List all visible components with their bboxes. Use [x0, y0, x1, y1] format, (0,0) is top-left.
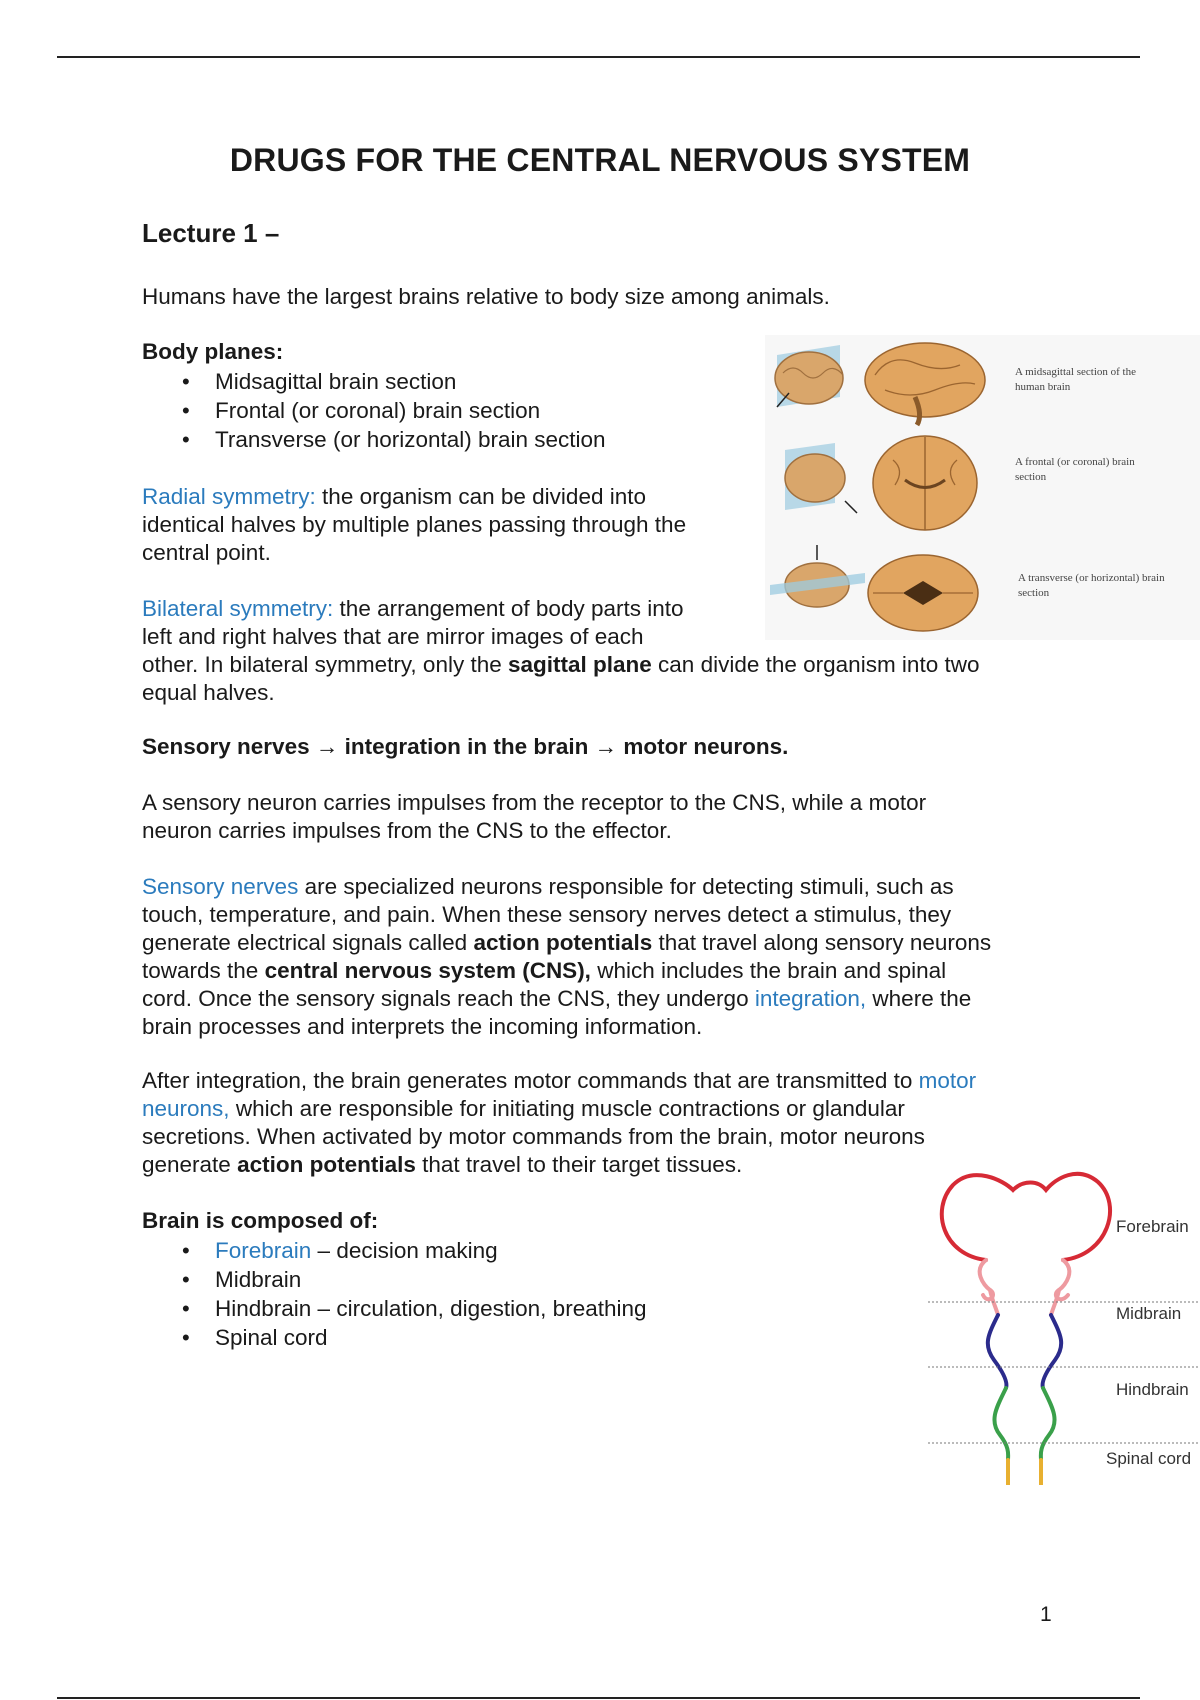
body-planes-list [142, 367, 606, 454]
list-item: • Frontal (or coronal) brain section [142, 396, 606, 425]
list-item: • Spinal cord [142, 1323, 647, 1352]
radial-symmetry-term: Radial symmetry: [142, 484, 316, 509]
sensory-motor-paragraph: A sensory neuron carries impulses from the receptor to the CNS, while a motor neuron carries impulses from the CNS to the effector. [142, 790, 927, 843]
caption-frontal: A frontal (or coronal) brain section [1015, 456, 1135, 483]
caption-midsagittal: A midsagittal section of the human brain [1015, 366, 1136, 393]
brain-planes-figure [765, 335, 1200, 640]
radial-symmetry-paragraph: Radial symmetry: the organism can be divided into identical halves by multiple planes passing through the central point. [142, 484, 687, 565]
top-rule [57, 56, 1140, 58]
intro-text: Humans have the largest brains relative to body size among animals. [142, 284, 830, 309]
body-planes-heading: Body planes: [142, 339, 284, 364]
list-item: • Hindbrain – circulation, digestion, breathing [142, 1294, 647, 1323]
bilateral-symmetry-term: Bilateral symmetry: [142, 596, 334, 621]
lecture-heading: Lecture 1 – [142, 218, 280, 248]
list-item: • Midbrain [142, 1265, 647, 1294]
label-forebrain: Forebrain [1116, 1217, 1189, 1236]
label-spinal-cord: Spinal cord [1106, 1449, 1192, 1468]
brain-parts-list [142, 1236, 647, 1352]
page-title: DRUGS FOR THE CENTRAL NERVOUS SYSTEM [229, 142, 971, 178]
brain-regions-figure [928, 1160, 1200, 1485]
caption-transverse: A transverse (or horizontal) brain section [1018, 572, 1165, 599]
list-item: • Midsagittal brain section [142, 367, 606, 396]
after-integration-paragraph: After integration, the brain generates motor commands that are transmitted to motor neurons, which are responsible for initiating muscle contractions or glandular secretions. When activated by motor commands from the brain, motor neurons generate action potentials that travel to their target tissues. [142, 1068, 977, 1177]
list-item: • Forebrain – decision making [142, 1236, 647, 1265]
brain-composed-heading: Brain is composed of: [142, 1208, 379, 1233]
page-number: 1 [1040, 1603, 1052, 1626]
sensory-nerves-paragraph: Sensory nerves are specialized neurons responsible for detecting stimuli, such as touch, temperature, and pain. When these sensory nerves detect a stimulus, they generate electrical signals called action potentials that travel along sensory neurons towards the central nervous system (CNS), which includes the brain and spinal cord. Once the sensory signals reach the CNS, they undergo integration, where the brain processes and interprets the incoming information. [142, 874, 992, 1039]
bilateral-symmetry-paragraph: Bilateral symmetry: the arrangement of body parts into left and right halves that are mirror images of each other. In bilateral symmetry, only the sagittal plane can divide the organism into two equal halves. [142, 596, 980, 705]
flow-heading: Sensory nerves → integration in the brain → motor neurons. [142, 734, 789, 759]
label-hindbrain: Hindbrain [1116, 1380, 1189, 1399]
sensory-nerves-term: Sensory nerves [142, 874, 299, 899]
bottom-rule [57, 1697, 1140, 1699]
list-item: • Transverse (or horizontal) brain section [142, 425, 606, 454]
label-midbrain: Midbrain [1116, 1304, 1182, 1323]
